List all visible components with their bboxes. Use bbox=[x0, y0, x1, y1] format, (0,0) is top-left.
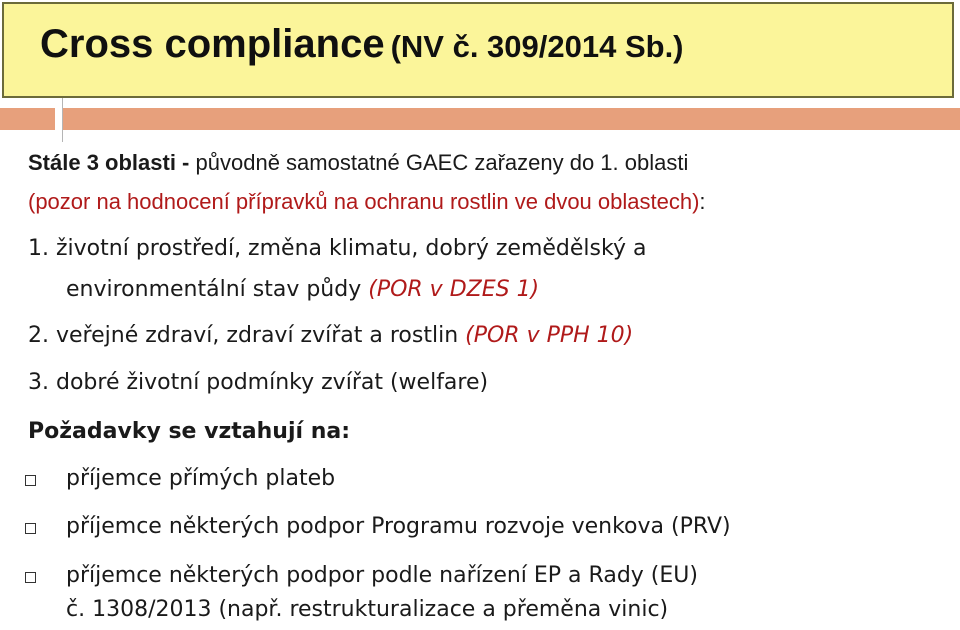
title-banner bbox=[2, 2, 954, 98]
area-1-continued bbox=[66, 277, 539, 302]
area-3 bbox=[28, 370, 488, 395]
area-1 bbox=[28, 236, 646, 261]
title-subtitle: (NV č. 309/2014 Sb.) bbox=[390, 29, 684, 64]
square-bullet-icon bbox=[25, 572, 36, 583]
bullet-item-rdp-support: příjemce některých podpor Programu rozvoje venkova (PRV) bbox=[66, 514, 731, 539]
area-3-number: 3. bbox=[28, 370, 49, 395]
intro-note: (pozor na hodnocení přípravků na ochranu rostlin ve dvou oblastech) bbox=[28, 189, 700, 214]
area-3-text: dobré životní podmínky zvířat (welfare) bbox=[56, 370, 489, 395]
area-1-text-2: environmentální stav půdy bbox=[66, 277, 362, 302]
intro-text: původně samostatné GAEC zařazeny do 1. oblasti bbox=[195, 150, 689, 175]
title-main: Cross compliance bbox=[40, 22, 385, 66]
square-bullet-icon bbox=[25, 523, 36, 534]
area-1-number: 1. bbox=[28, 236, 49, 261]
vertical-divider bbox=[55, 98, 63, 142]
area-1-text: životní prostředí, změna klimatu, dobrý zemědělský a bbox=[56, 236, 647, 261]
intro-colon: : bbox=[699, 189, 706, 214]
bullet-item-regulation-support-continued: č. 1308/2013 (např. restrukturalizace a přeměna vinic) bbox=[66, 597, 669, 622]
bullet-item-direct-payments: příjemce přímých plateb bbox=[66, 466, 336, 491]
slide-title bbox=[40, 22, 684, 67]
area-2 bbox=[28, 323, 633, 348]
area-1-ref: (POR v DZES 1) bbox=[368, 277, 540, 302]
intro-bold: Stále 3 oblasti - bbox=[28, 150, 190, 175]
requirements-heading: Požadavky se vztahují na: bbox=[28, 419, 351, 444]
intro-note-line bbox=[28, 189, 706, 215]
area-2-text: veřejné zdraví, zdraví zvířat a rostlin bbox=[56, 323, 459, 348]
area-2-number: 2. bbox=[28, 323, 49, 348]
accent-strip-right bbox=[62, 108, 960, 130]
square-bullet-icon bbox=[25, 475, 36, 486]
area-2-ref: (POR v PPH 10) bbox=[465, 323, 634, 348]
accent-strip-left bbox=[0, 108, 55, 130]
bullet-item-regulation-support: příjemce některých podpor podle nařízení EP a Rady (EU) bbox=[66, 563, 698, 588]
intro-line bbox=[28, 150, 688, 176]
